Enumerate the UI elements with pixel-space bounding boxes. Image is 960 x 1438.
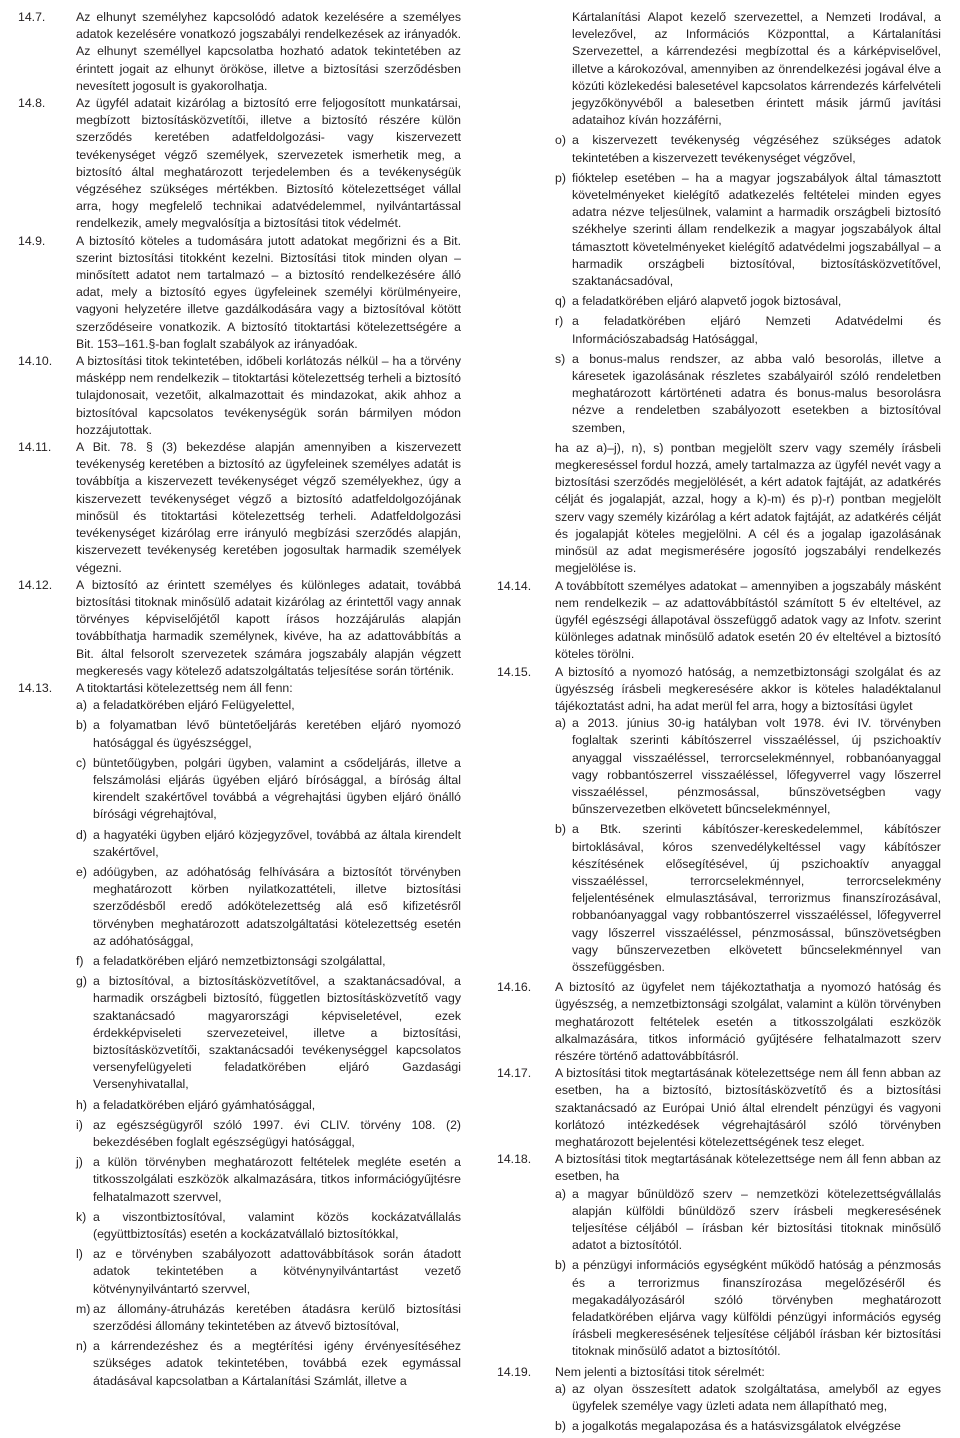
section-number: 14.7. bbox=[18, 10, 46, 24]
section-intro: A biztosítási titok megtartásának kötelezettsége nem áll fenn abban az esetben, ha bbox=[555, 1152, 941, 1184]
list-item-text: a jogalkotás megalapozása és a hatásvizsgálatok elvégzése bbox=[572, 1419, 901, 1434]
section-intro: A titoktartási kötelezettség nem áll fenn: bbox=[76, 680, 293, 695]
section-number: 14.11. bbox=[18, 440, 52, 455]
list-item-text: a biztosítóval, a biztosításközvetítővel, a szaktanácsadóval, a harmadik országbeli biztosító, független biztosításközvetítő vagy szaktanácsadó magyarországi képviseletével, ezek érdekképviseleti szervezeteivel, illetve a biztosítási, biztosításközvetítői, szaktanácsadói tevékenységgel kapcsolatos versenyfelügyeleti feladatkörében eljáró Gazdasági Versenyhivatallal, bbox=[93, 974, 461, 1092]
exception-list-continued bbox=[555, 132, 941, 577]
section-14-11 bbox=[18, 439, 461, 577]
list-item bbox=[555, 313, 941, 347]
list-item bbox=[76, 827, 461, 861]
list-item bbox=[555, 821, 941, 976]
list-item-label: a) bbox=[76, 698, 87, 713]
list-item bbox=[555, 1257, 941, 1360]
section-intro: A biztosító a nyomozó hatóság, a nemzetbiztonsági szolgálat és az ügyészség írásbeli megkeresésére akkor is köteles haladéktalanul tájékoztatást adni, ha adat merül fel arra, hogy a biztosítási ügylet bbox=[555, 664, 941, 713]
list-item bbox=[555, 1381, 941, 1415]
section-14-10 bbox=[18, 353, 461, 439]
right-column bbox=[497, 9, 941, 1438]
list-item-text: a kiszervezett tevékenység végzéséhez szükséges adatok tekintetében a kiszervezett tevékenységet végzővel, bbox=[572, 133, 941, 165]
item-n-continuation: Kártalanítási Alapot kezelő szervezettel, a Nemzeti Irodával, a levelezővel, az Információs Központtal, a Kártalanítási Szervezettel, a kárrendezési megbízottal és a kárképviselővel, illetve a károkozóval, amennyiben az önrendelkezési jogával élve a közúti közlekedési balesetével kapcsolatos kárrendezés kárfelvételi jegyzőkönyvéből a balesetben érintett másik jármű javítási adataihoz kíván hozzáférni, bbox=[572, 10, 941, 128]
list-item-label: f) bbox=[76, 953, 84, 968]
list-item-label: o) bbox=[555, 133, 566, 148]
list-item bbox=[76, 697, 461, 714]
list-item-text: a feladatkörében eljáró gyámhatósággal, bbox=[93, 1097, 316, 1112]
list-item-text: a hagyatéki ügyben eljáró közjegyzővel, továbbá az általa kirendelt szakértővel, bbox=[93, 827, 461, 859]
list-item bbox=[555, 1186, 941, 1255]
list-item-label: a) bbox=[555, 1186, 566, 1201]
section-number: 14.14. bbox=[497, 578, 532, 593]
section-14-15 bbox=[497, 664, 941, 980]
section-number: 14.12. bbox=[18, 577, 53, 592]
list-item bbox=[76, 1301, 461, 1335]
list-item bbox=[76, 973, 461, 1093]
section-14-19 bbox=[497, 1364, 941, 1438]
section-text: A biztosítási titok megtartásának kötelezettsége nem áll fenn abban az esetben, ha a biztosító, biztosításközvetítő és a biztosítási szaktanácsadó az Európai Unió által elrendelt pénzügyi és vagyoni korlátozó intézkedések végrehajtásáról szóló törvényben meghatározott bejelentési kötelezettségének tesz eleget. bbox=[555, 1066, 941, 1149]
list-item-text: a kárrendezéshez és a megtérítési igény érvényesítéséhez szükséges adatok tekintetében, továbbá ezek egymással átadásával kapcsolatban a Kártalanítási Számlát, illetve a bbox=[93, 1339, 461, 1388]
left-column bbox=[18, 9, 461, 1393]
list-item-text: büntetőügyben, polgári ügyben, valamint a csődeljárás, illetve a felszámolási eljárás ügyében eljáró bírósággal, a bíróság által kirendelt szakértővel továbbá a végrehajtási ügyben eljáró önálló bírósági végrehajtóval, bbox=[93, 755, 461, 822]
list-item-text: a folyamatban lévő büntetőeljárás keretében eljáró nyomozó hatósággal és ügyészséggel, bbox=[93, 718, 461, 750]
list-item-label: d) bbox=[76, 827, 87, 842]
section-14-8 bbox=[18, 95, 461, 233]
list-item bbox=[76, 717, 461, 751]
section-number: 14.16. bbox=[497, 980, 532, 995]
list-item-text: a Btk. szerinti kábítószer-kereskedelemmel, kábítószer birtoklásával, kóros szenvedélykeltéssel vagy kábítószer készítésének elősegítésével, új pszichoaktív anyaggal visszaéléssel, terrorcselekménnyel, terrorcselekmény feljelentésének elmulasztásával, terrorizmus finanszírozásával, robbanóanyaggal vagy robbantószerrel visszaéléssel, lőfegyverrel vagy lőszerrel visszaéléssel, pénzmosással, bűnszövetségben vagy bűnszervezetben elkövetett bűncselekménnyel van összefüggésben. bbox=[572, 822, 941, 974]
list-item-text: az állomány-átruházás keretében átadásra kerülő biztosítási szerződési állomány tekintetében az átvevő biztosítóval, bbox=[93, 1301, 461, 1334]
list-item-label: b) bbox=[555, 1258, 566, 1273]
list-item bbox=[555, 715, 941, 818]
offense-list bbox=[555, 715, 941, 976]
list-item-label: a) bbox=[555, 716, 566, 731]
list-item-label: c) bbox=[76, 755, 87, 770]
list-item bbox=[555, 351, 941, 437]
list-item bbox=[555, 170, 941, 290]
list-item-text: a magyar bűnüldöző szerv – nemzetközi kötelezettségvállalás alapján külföldi bűnüldöző szerv írásbeli megkeresésének teljesítése céljából – írásban kér biztosítási titoknak minősülő adatot a biztosítótól. bbox=[572, 1186, 941, 1253]
list-item-text: fióktelep esetében – ha a magyar jogszabályok által támasztott követelményeket kielégítő adatkezelés feltételei minden egyes adatra nézve teljesülnek, valamint a harmadik országbeli biztosító székhelye szerinti állam rendelkezik a magyar jogszabályok által támasztott követelményeket kielégítő adatvédelmi jogszabállyal – a harmadik országbeli biztosítóval, biztosításközvetítővel, szaktanácsadóval, bbox=[572, 170, 941, 289]
list-item-label: h) bbox=[76, 1097, 87, 1112]
section-number: 14.8. bbox=[18, 96, 46, 111]
list-item-text: a feladatkörében eljáró Nemzeti Adatvédelmi és Információszabadság Hatósággal, bbox=[572, 314, 941, 346]
list-item bbox=[76, 1209, 461, 1243]
list-item-label: g) bbox=[76, 974, 87, 989]
section-text: A biztosító köteles a tudomására jutott adatokat megőrizni és a Bit. szerint biztosítási titokként kezelni. Biztosítási titok minden olyan – minősített adatot nem tartalmazó – a biztosító rendelkezésére álló adat, mely a biztosító egyes ügyfeleinek személyi körülményeire, vagyoni helyzetére illetve gazdálkodására vagy a biztosítóval kötött szerződéseire vonatkozik. A biztosító titoktartási kötelezettségére a Bit. 153–161.§-ban foglalt szabályok az irányadóak. bbox=[76, 233, 461, 351]
section-text: A Bit. 78. § (3) bekezdése alapján amennyiben a kiszervezett tevékenység keretében a biztosító az ügyfeleinek személyes adatát is továbbítja a kiszervezett tevékenységet végző személyekhez, úgy a kiszervezett tevékenységet végző a biztosító adatfeldolgozójának minősül és titoktartási kötelezettség terheli. Adatfeldolgozási tevékenységet kizárólag erre irányuló megbízási szerződés alapján, kiszervezett tevékenység keretében jogosultak harmadik személyek végezni. bbox=[76, 440, 461, 575]
section-number: 14.15. bbox=[497, 664, 532, 679]
list-item-label: s) bbox=[555, 351, 566, 366]
section-14-16 bbox=[497, 979, 941, 1065]
list-item-text: a bonus-malus rendszer, az abba való besorolás, illetve a káresetek igazolásának részletes szabályairól szóló rendeletben meghatározott kártörténeti adatra és bonus-malus besorolásra nézve a rendeletben szabályozott esetekben a biztosítóval szemben, bbox=[572, 351, 941, 435]
list-item-text: a pénzügyi információs egységként működő hatóság a pénzmosás és a terrorizmus finanszírozása megelőzéséről és megakadályozásáról szóló törvényben meghatározott feladatkörében eljárva vagy külföldi pénzügyi információs egység írásbeli megkeresésének teljesítése céljából írásban kér biztosítási titoknak minősülő adatot a biztosítótól. bbox=[572, 1258, 941, 1359]
list-item-label: e) bbox=[76, 864, 87, 879]
section-text: A továbbított személyes adatokat – amennyiben a jogszabály másként nem rendelkezik – az adattovábbítástól számított 5 év elteltével, az ügyfél egészségi állapotával összefüggő adatok vagy az Infotv. szerint különleges adatnak minősülő adatok esetén 20 év elteltével a biztosító köteles törölni. bbox=[555, 578, 941, 662]
list-item bbox=[555, 293, 941, 310]
list-item bbox=[76, 1117, 461, 1151]
list-item bbox=[76, 953, 461, 970]
list-item bbox=[555, 1418, 941, 1435]
section-14-18 bbox=[497, 1151, 941, 1363]
list-item-label: j) bbox=[76, 1155, 83, 1170]
section-14-17 bbox=[497, 1065, 941, 1151]
section-14-9 bbox=[18, 233, 461, 353]
list-item-label: n) bbox=[76, 1339, 87, 1354]
exception-items bbox=[555, 132, 941, 436]
section-text: Az ügyfél adatait kizárólag a biztosító erre feljogosított munkatársai, megbízott biztosításközvetítői, illetve a biztosító részére külön szerződés keretében adatfeldolgozási- vagy kiszervezett tevékenységet végző személyek, szervezetek ismerhetik meg, a biztosító által meghatározott terjedelemben és a tevékenységük végzéséhez szükséges mértékben. Biztosító kötelezettséget vállal arra, hogy megfelelő technikai adatvédelemmel, nyilvántartással rendelkezik, amely megvalósítja a biztosítási titok védelmét. bbox=[76, 96, 461, 231]
section-number: 14.9. bbox=[18, 233, 46, 248]
list-item-label: l) bbox=[76, 1247, 83, 1262]
list-item-label: q) bbox=[555, 294, 566, 309]
list-item-text: a feladatkörében eljáró Felügyelettel, bbox=[93, 698, 295, 713]
list-item-text: a 2013. június 30-ig hatályban volt 1978. évi IV. törvényben foglaltak szerinti kábítószerrel visszaéléssel, új pszichoaktív anyaggal visszaéléssel, terrorcselekménnyel, robbanóanyaggal vagy robbantószerrel visszaéléssel, lőfegyverrel vagy lőszerrel visszaéléssel, pénzmosással, bűnszövetségben vagy bűnszervezetben elkövetett bűncselekménnyel, bbox=[572, 716, 941, 817]
list-item-text: az e törvényben szabályozott adattovábbítások során átadott adatok tekintetében a kötvénynyilvántartást vezető kötvénynyilvántartó szervvel, bbox=[93, 1247, 461, 1296]
list-item-text: adóügyben, az adóhatóság felhívására a biztosítót törvényben meghatározott körben nyilatkozattételi, illetve biztosítási szerződésből eredő adókötelezettség alá eső kifizetésről törvényben meghatározott adatszolgáltatási kötelezettség esetén az adóhatósággal, bbox=[93, 864, 461, 948]
section-14-7 bbox=[18, 9, 461, 95]
list-item-text: a feladatkörében eljáró nemzetbiztonsági szolgálattal, bbox=[93, 953, 386, 968]
list-item-label: b) bbox=[555, 822, 566, 837]
section-text: Az elhunyt személyhez kapcsolódó adatok kezelésére a személyes adatok kezelésére vonatkozó jogszabályi rendelkezések az irányadók. Az elhunyt személlyel kapcsolatba hozható adatok tekintetében az érintett jogait az elhunyt örököse, illetve a biztosítási szerződésben nevesített jogosult is gyakorolhatja. bbox=[76, 10, 461, 93]
list-item bbox=[76, 1246, 461, 1298]
list-item-text: a külön törvényben meghatározott feltételek megléte esetén a titkosszolgálati eszközök alkalmazására, titkos információgyűjtésre felhatalmazott szervvel, bbox=[93, 1155, 461, 1204]
list-item-label: k) bbox=[76, 1209, 87, 1224]
section-text: A biztosító az érintett személyes és különleges adatait, továbbá biztosítási titoknak minősülő adatait kizárólag az érintettől vagy annak törvényes képviselőjétől kapott írásos hozzájárulás alapján továbbíthatja harmadik személynek, kivéve, ha az adattovábbítás a Bit. által felsorolt szervezetek számára jogszabály alapján végzett megkeresés vagy kötelező adatszolgáltatás teljesítése során történik. bbox=[76, 577, 461, 678]
list-item bbox=[76, 1154, 461, 1206]
list-item-text: a feladatkörében eljáró alapvető jogok biztosával, bbox=[572, 294, 842, 309]
list-item-label: m) bbox=[76, 1301, 91, 1316]
section-number: 14.19. bbox=[497, 1364, 532, 1379]
list-item-text: a viszontbiztosítóval, valamint közös kockázatvállalás (együttbiztosítás) esetén a kockázatvállaló biztosítókkal, bbox=[93, 1209, 461, 1242]
section-14-13 bbox=[18, 680, 461, 1393]
list-item-label: i) bbox=[76, 1117, 83, 1132]
request-list bbox=[555, 1186, 941, 1361]
non-breach-list bbox=[555, 1381, 941, 1436]
section-number: 14.18. bbox=[497, 1152, 532, 1167]
section-14-14 bbox=[497, 578, 941, 664]
list-item-text: az olyan összesített adatok szolgáltatása, amelyből az egyes ügyfelek személye vagy üzleti adata nem állapítható meg, bbox=[572, 1381, 941, 1414]
section-14-12 bbox=[18, 577, 461, 680]
list-item bbox=[76, 1338, 461, 1390]
list-item bbox=[76, 864, 461, 950]
list-item bbox=[76, 1097, 461, 1114]
section-number: 14.10. bbox=[18, 354, 53, 369]
list-item bbox=[76, 755, 461, 824]
section-text: A biztosítási titok tekintetében, időbeli korlátozás nélkül – ha a törvény másképp nem rendelkezik – titoktartási kötelezettség terheli a biztosító tulajdonosait, vezetőit, alkalmazottait és mindazokat, akik ahhoz a biztosítóval kapcsolatos tevékenységük során bármilyen módon hozzájutottak. bbox=[76, 354, 461, 437]
list-item bbox=[555, 132, 941, 166]
list-item-label: r) bbox=[555, 314, 564, 329]
section-number: 14.17. bbox=[497, 1066, 532, 1081]
exception-list bbox=[76, 697, 461, 1390]
list-item-label: b) bbox=[555, 1419, 566, 1434]
section-text: A biztosító az ügyfelet nem tájékoztathatja a nyomozó hatóság és ügyészség, a nemzetbiztonsági szolgálat, valamint a külön törvényben meghatározott feltételek esetén a titkosszolgálati eszközök alkalmazására, titkos információ gyűjtésére felhatalmazott szerv részére történő adattovábbításról. bbox=[555, 980, 941, 1063]
after-items-text: ha az a)–j), n), s) pontban megjelölt szerv vagy személy írásbeli megkereséssel fordul hozzá, amely tartalmazza az ügyfél nevét vagy a biztosítási szerződés megjelölését, a kért adatok fajtáját, az adatkérés célját és jogalapját, azzal, hogy a k)-m) és p)-r) pontban megjelölt szerv vagy személy kizárólag a kért adatok fajtáját, az adatkérés célját és jogalapját köteles megjelölni. A cél és a jogalap igazolásának minősül az adat megismerésére jogosító jogszabályi rendelkezés megjelölése is. bbox=[555, 440, 941, 576]
list-item-label: a) bbox=[555, 1381, 566, 1396]
section-number: 14.13. bbox=[18, 680, 53, 695]
list-item-label: b) bbox=[76, 718, 87, 733]
list-item-text: az egészségügyről szóló 1997. évi CLIV. törvény 108. (2) bekezdésében foglalt egészségügyi hatósággal, bbox=[93, 1117, 461, 1149]
list-item-label: p) bbox=[555, 170, 566, 185]
section-intro: Nem jelenti a biztosítási titok sérelmét: bbox=[555, 1364, 765, 1379]
